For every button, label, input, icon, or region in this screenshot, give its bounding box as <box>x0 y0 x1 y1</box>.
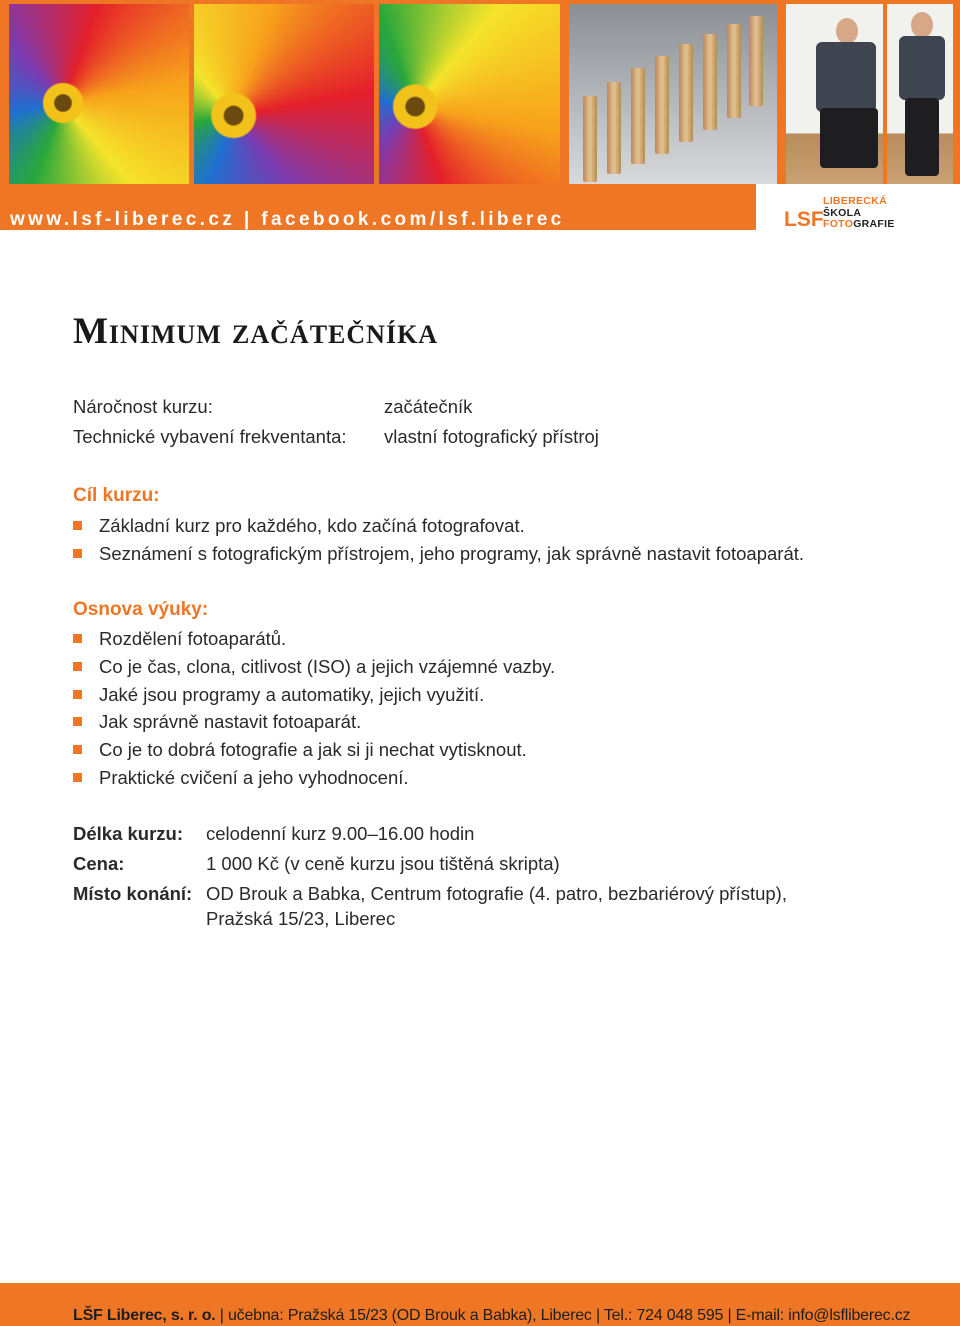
bullet-square-icon <box>73 662 82 671</box>
price-label: Cena: <box>73 853 125 874</box>
syllabus-item: Co je to dobrá fotografie a jak si ji nechat vytisknout. <box>73 739 527 761</box>
clothespins-photo <box>569 4 777 184</box>
bullet-square-icon <box>73 773 82 782</box>
venue-label: Místo konání: <box>73 883 193 904</box>
photographer-standing-photo <box>887 4 953 184</box>
bullet-square-icon <box>73 690 82 699</box>
syllabus-item: Co je čas, clona, citlivost (ISO) a jejich vzájemné vazby. <box>73 656 555 678</box>
bullet-square-icon <box>73 549 82 558</box>
photographer-crouching-photo <box>786 4 883 184</box>
length-label: Délka kurzu: <box>73 823 184 844</box>
goal-item: Seznámení s fotografickým přístrojem, jeho programy, jak správně nastavit fotoaparát. <box>73 543 804 565</box>
footer-contact <box>73 1307 910 1325</box>
bullet-square-icon <box>73 521 82 530</box>
website-link[interactable]: www.lsf-liberec.cz | facebook.com/lsf.liberec <box>10 209 565 230</box>
header-banner <box>0 0 960 230</box>
logo-line-3: FOTOGRAFIE <box>823 218 895 230</box>
venue-line-1: OD Brouk a Babka, Centrum fotografie (4. patro, bezbariérový přístup), <box>206 883 787 904</box>
school-logo <box>756 184 960 230</box>
pinwheel-photo-3 <box>379 4 560 184</box>
syllabus-item: Praktické cvičení a jeho vyhodnocení. <box>73 767 409 789</box>
pinwheel-photo-1 <box>9 4 189 184</box>
logo-line-1: LIBERECKÁ <box>823 195 887 207</box>
footer-company: LŠF Liberec, s. r. o. <box>73 1307 216 1324</box>
equipment-label: Technické vybavení frekventanta: <box>73 426 347 447</box>
bullet-square-icon <box>73 634 82 643</box>
level-value: začátečník <box>384 396 473 417</box>
page-title: Minimum začátečníka <box>73 311 439 352</box>
goal-item: Základní kurz pro každého, kdo začíná fotografovat. <box>73 515 525 537</box>
venue-line-2: Pražská 15/23, Liberec <box>206 908 396 929</box>
price-value: 1 000 Kč (v ceně kurzu jsou tištěná skripta) <box>206 853 560 874</box>
syllabus-item: Rozdělení fotoaparátů. <box>73 628 286 650</box>
pinwheel-photo-2 <box>194 4 374 184</box>
syllabus-item: Jaké jsou programy a automatiky, jejich využití. <box>73 684 484 706</box>
bullet-square-icon <box>73 745 82 754</box>
logo-line-2: ŠKOLA <box>823 207 862 219</box>
syllabus-item: Jak správně nastavit fotoaparát. <box>73 711 361 733</box>
footer-details: | učebna: Pražská 15/23 (OD Brouk a Babka), Liberec | Tel.: 724 048 595 | E-mail: info@lsfliberec.cz <box>215 1307 911 1324</box>
logo-mark: LSF <box>784 208 824 231</box>
goal-heading: Cíl kurzu: <box>73 485 160 506</box>
bullet-square-icon <box>73 717 82 726</box>
equipment-value: vlastní fotografický přístroj <box>384 426 599 447</box>
syllabus-heading: Osnova výuky: <box>73 599 209 620</box>
length-value: celodenní kurz 9.00–16.00 hodin <box>206 823 475 844</box>
level-label: Náročnost kurzu: <box>73 396 213 417</box>
